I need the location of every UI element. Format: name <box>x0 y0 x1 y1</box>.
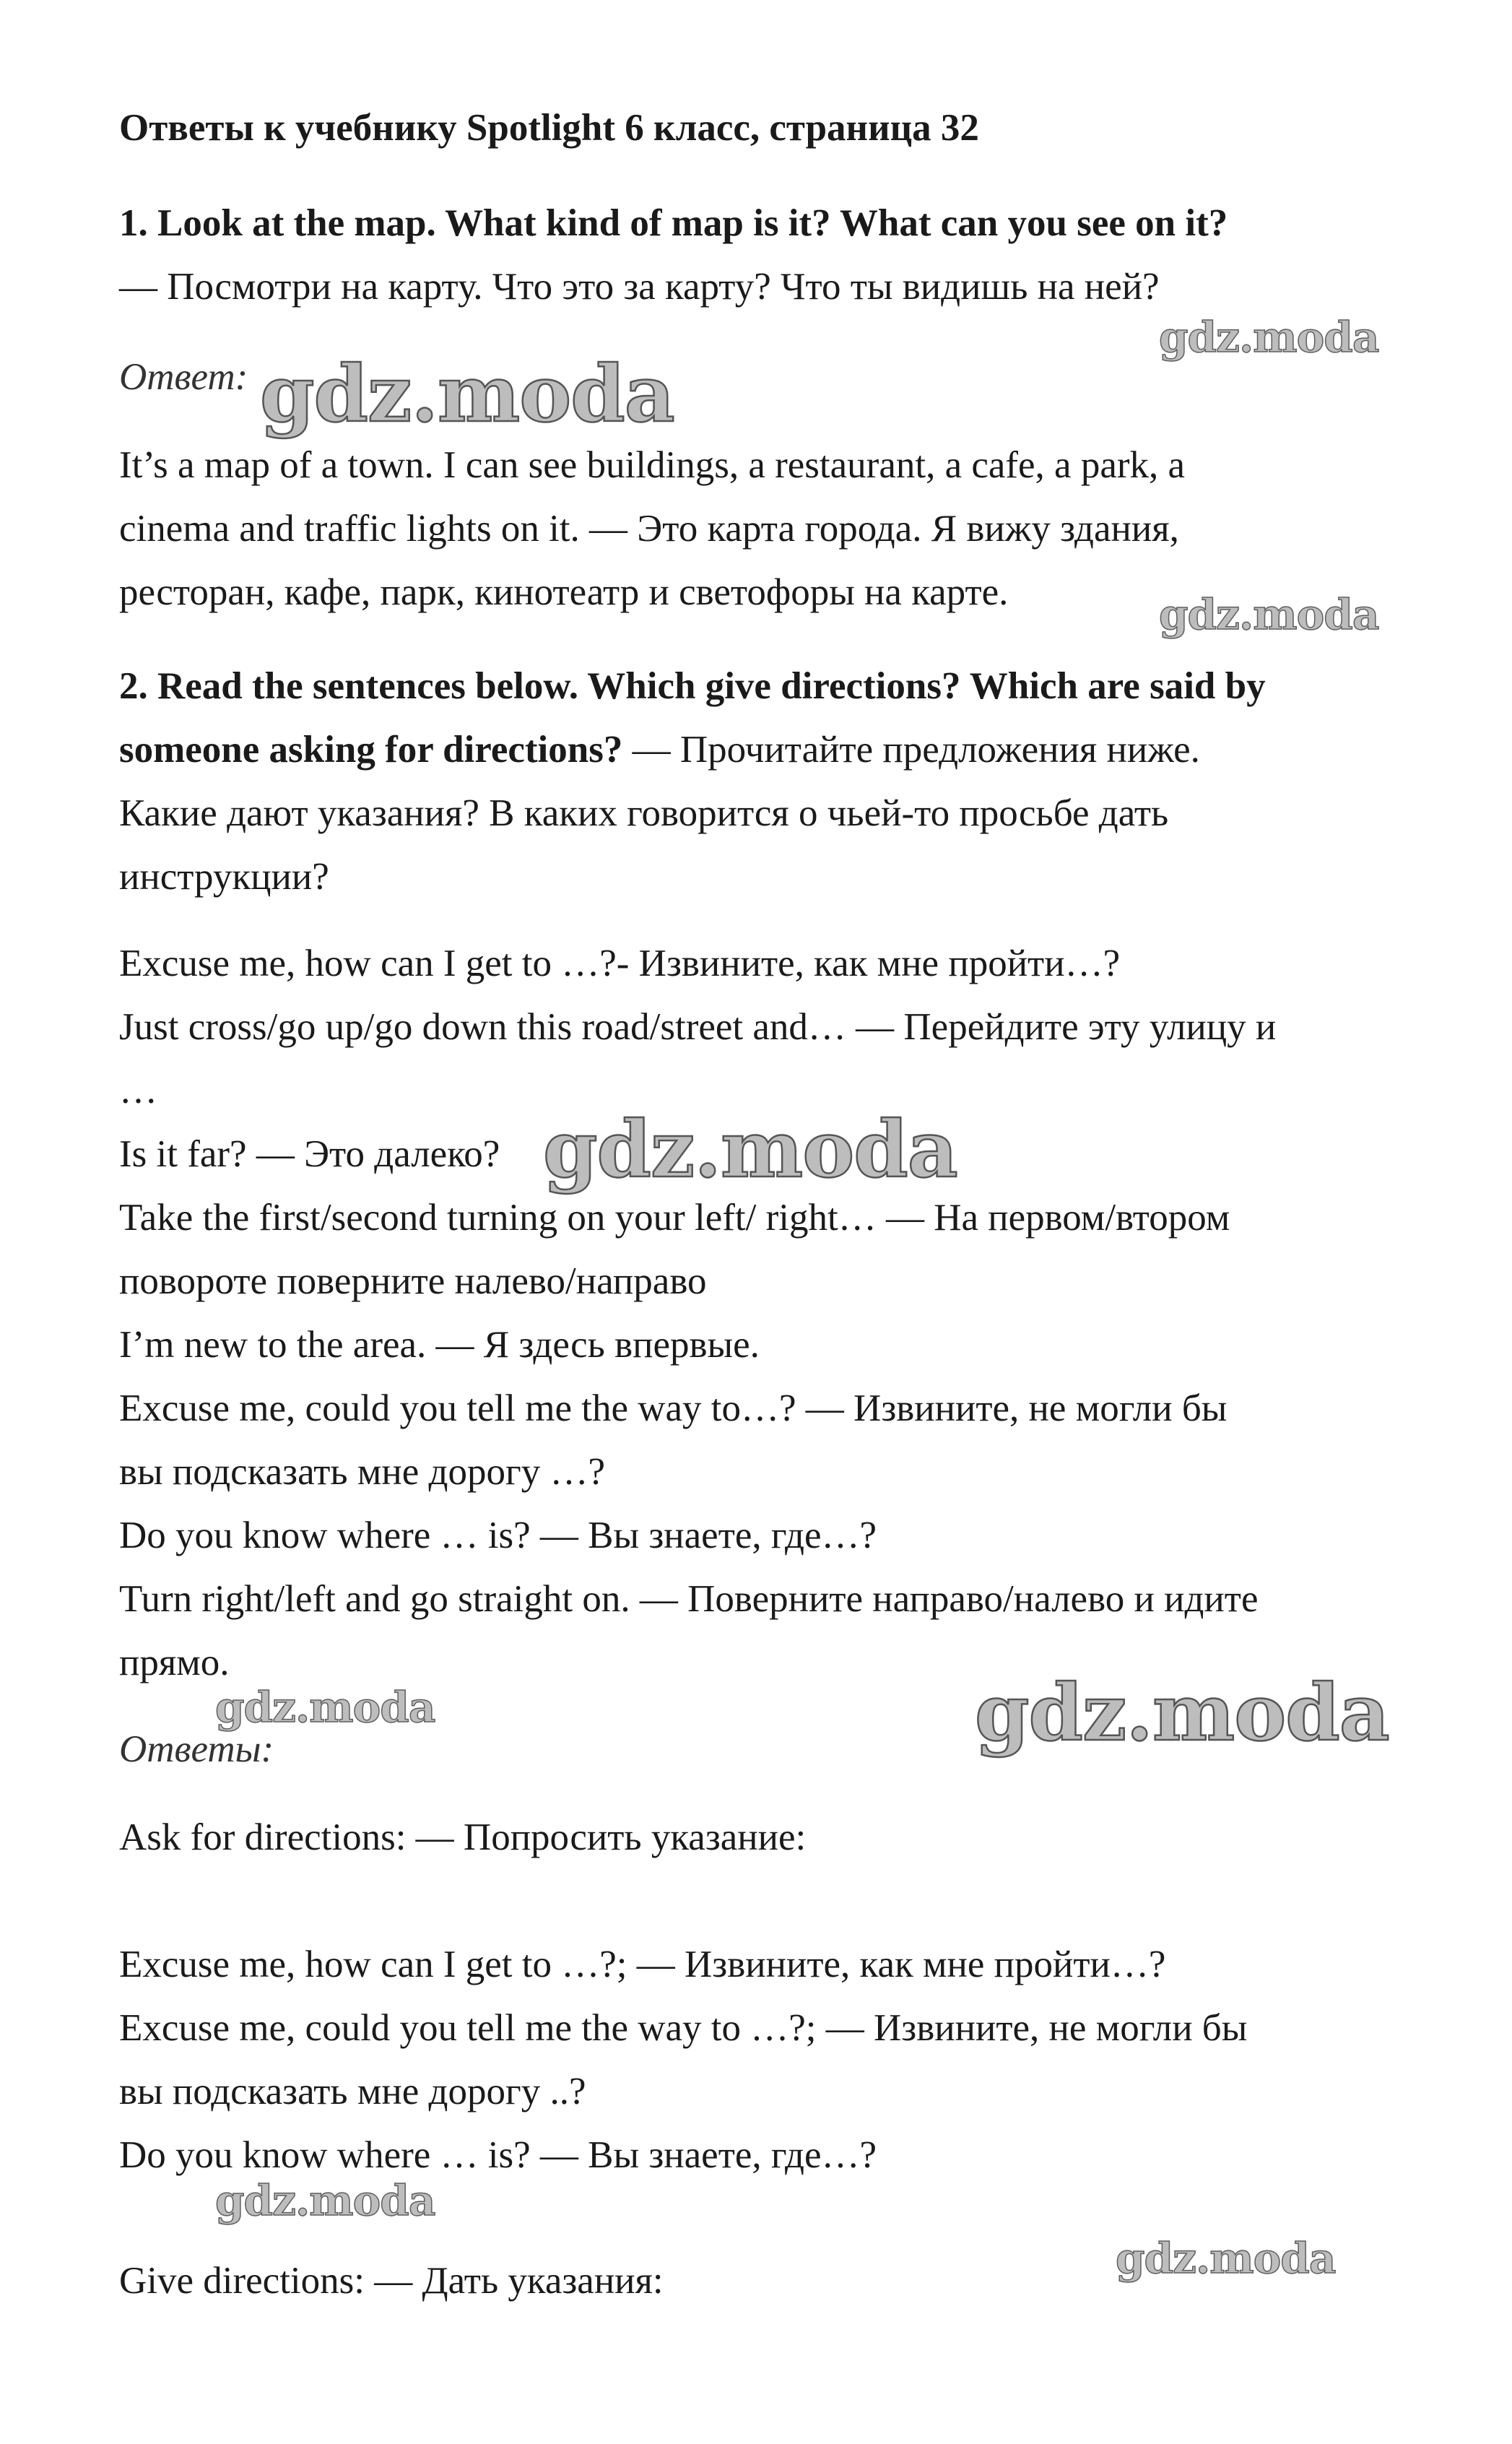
sentence-line: повороте поверните налево/направо <box>119 1260 707 1302</box>
watermark: gdz.moda <box>975 1668 1389 1759</box>
task1-answer-line: cinema and traffic lights on it. — Это карта города. Я вижу здания, <box>119 508 1179 550</box>
watermark: gdz.moda <box>215 1683 435 1732</box>
task1-answer-line: It’s a map of a town. I can see buildings, a restaurant, a cafe, a park, a <box>119 444 1186 486</box>
sentence-line: Just cross/go up/go down this road/street and… — Перейдите эту улицу и <box>119 1006 1277 1048</box>
watermark: gdz.moda <box>1159 590 1379 639</box>
watermark: gdz.moda <box>215 2176 435 2225</box>
sentence-line: Excuse me, could you tell me the way to…? — Извините, не могли бы <box>119 1387 1228 1429</box>
give-directions-heading: Give directions: — Дать указания: <box>119 2260 664 2302</box>
sentence-line: Do you know where … is? — Вы знаете, где…? <box>119 1514 877 1556</box>
ask-line: вы подсказать мне дорогу ..? <box>119 2071 586 2112</box>
task2-question-ru: — Прочитайте предложения ниже. <box>622 729 1200 771</box>
task2-answers-label: Ответы: <box>119 1728 274 1770</box>
task2-question-line1: 2. Read the sentences below. Which give directions? Which are said by <box>119 665 1266 707</box>
sentence-line: Turn right/left and go straight on. — Поверните направо/налево и идите <box>119 1578 1259 1620</box>
task1-answer-label: Ответ: <box>119 356 248 398</box>
task1-answer-line: ресторан, кафе, парк, кинотеатр и светофоры на карте. <box>119 571 1009 613</box>
sentence-line: Take the first/second turning on your left/ right… — На первом/втором <box>119 1197 1230 1239</box>
watermark: gdz.moda <box>1116 2234 1336 2283</box>
task2-question-line4: инструкции? <box>119 856 329 898</box>
task2-question-line3: Какие дают указания? В каких говорится о чьей-то просьбе дать <box>119 792 1169 834</box>
sentence-line: Is it far? — Это далеко? <box>119 1133 500 1175</box>
task2-question-bold: someone asking for directions? <box>119 729 623 771</box>
watermark: gdz.moda <box>543 1104 957 1195</box>
ask-line: Excuse me, how can I get to …?; — Извините, как мне пройти…? <box>119 1944 1166 1985</box>
task1-question-line2 <box>119 264 1160 310</box>
sentence-line: прямо. <box>119 1642 230 1684</box>
task1-question-ru: — Посмотри на карту. Что это за карту? Что ты видишь на ней? <box>119 266 1160 308</box>
ask-directions-heading: Ask for directions: — Попросить указание: <box>119 1816 807 1858</box>
task2-question-line2 <box>119 727 1200 773</box>
task1-question-line1 <box>119 200 1228 246</box>
ask-line: Do you know where … is? — Вы знаете, где…? <box>119 2134 877 2176</box>
ask-line: Excuse me, could you tell me the way to …?; — Извините, не могли бы <box>119 2007 1248 2049</box>
watermark: gdz.moda <box>1159 313 1379 362</box>
sentence-line: вы подсказать мне дорогу …? <box>119 1451 606 1493</box>
sentence-line: I’m new to the area. — Я здесь впервые. <box>119 1324 760 1366</box>
task1-question-en: 1. Look at the map. What kind of map is it? What can you see on it? <box>119 202 1228 244</box>
sentence-line: Excuse me, how can I get to …?- Извините, как мне пройти…? <box>119 942 1121 984</box>
watermark: gdz.moda <box>260 349 674 440</box>
sentence-line: … <box>119 1070 157 1112</box>
page-title: Ответы к учебнику Spotlight 6 класс, страница 32 <box>119 107 979 149</box>
